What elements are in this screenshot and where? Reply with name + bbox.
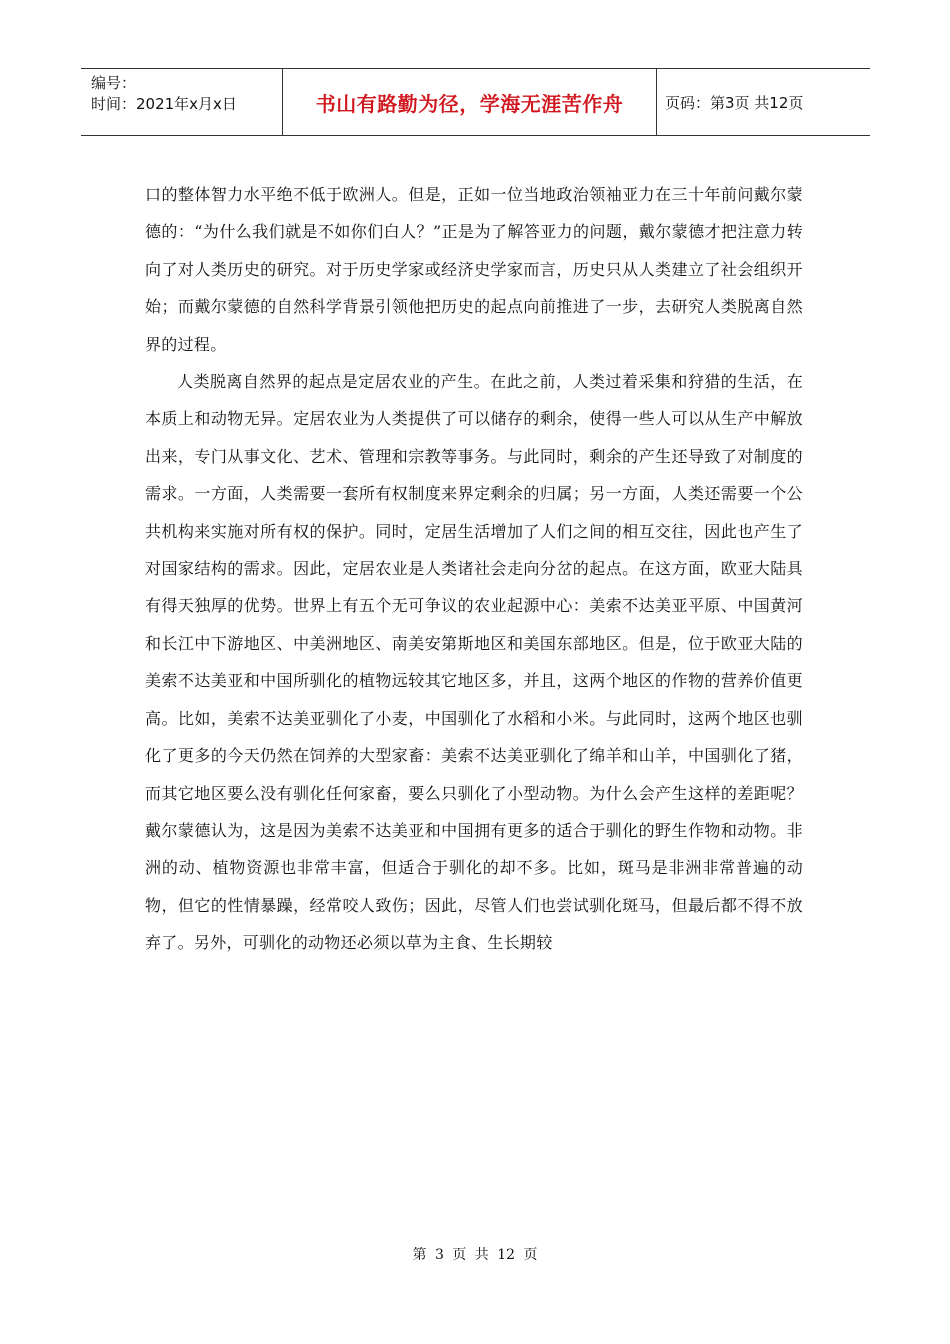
header-motto: 书山有路勤为径，学海无涯苦作舟 <box>315 91 624 116</box>
document-body <box>145 176 803 962</box>
page-header <box>81 68 870 136</box>
header-motto-cell <box>283 69 657 135</box>
header-meta-cell <box>81 69 283 135</box>
page-footer: 第 3 页 共 12 页 <box>412 1247 538 1263</box>
header-page-info: 页码：第3页 共12页 <box>665 93 804 112</box>
document-number-label: 编号： <box>91 74 137 92</box>
paragraph-2: 人类脱离自然界的起点是定居农业的产生。在此之前，人类过着采集和狩猎的生活，在本质上和动物无异。定居农业为人类提供了可以储存的剩余，使得一些人可以从生产中解放出来，专门从事文化、艺术、管理和宗教等事务。与此同时，剩余的产生还导致了对制度的需求。一方面，人类需要一套所有权制度来界定剩余的归属；另一方面，人类还需要一个公共机构来实施对所有权的保护。同时，定居生活增加了人们之间的相互交往，因此也产生了对国家结构的需求。因此，定居农业是人类诸社会走向分岔的起点。在这方面，欧亚大陆具有得天独厚的优势。世界上有五个无可争议的农业起源中心：美索不达美亚平原、中国黄河和长江中下游地区、中美洲地区、南美安第斯地区和美国东部地区。但是，位于欧亚大陆的美索不达美亚和中国所驯化的植物远较其它地区多，并且，这两个地区的作物的营养价值更高。比如，美索不达美亚驯化了小麦，中国驯化了水稻和小米。与此同时，这两个地区也驯化了更多的今天仍然在饲养的大型家畜：美索不达美亚驯化了绵羊和山羊，中国驯化了猪，而其它地区要么没有驯化任何家畜，要么只驯化了小型动物。为什么会产生这样的差距呢？戴尔蒙德认为，这是因为美索不达美亚和中国拥有更多的适合于驯化的野生作物和动物。非洲的动、植物资源也非常丰富，但适合于驯化的却不多。比如，斑马是非洲非常普遍的动物，但它的性情暴躁，经常咬人致伤；因此，尽管人们也尝试驯化斑马，但最后都不得不放弃了。另外，可驯化的动物还必须以草为主食、生长期较 <box>145 372 803 953</box>
paragraph-1: 口的整体智力水平绝不低于欧洲人。但是，正如一位当地政治领袖亚力在三十年前问戴尔蒙德的：“为什么我们就是不如你们白人？”正是为了解答亚力的问题，戴尔蒙德才把注意力转向了对人类历史的研究。对于历史学家或经济史学家而言，历史只从人类建立了社会组织开始；而戴尔蒙德的自然科学背景引领他把历史的起点向前推进了一步，去研究人类脱离自然界的过程。 <box>145 185 803 354</box>
header-page-cell <box>657 69 870 135</box>
document-time-label: 时间：2021年x月x日 <box>91 95 237 113</box>
